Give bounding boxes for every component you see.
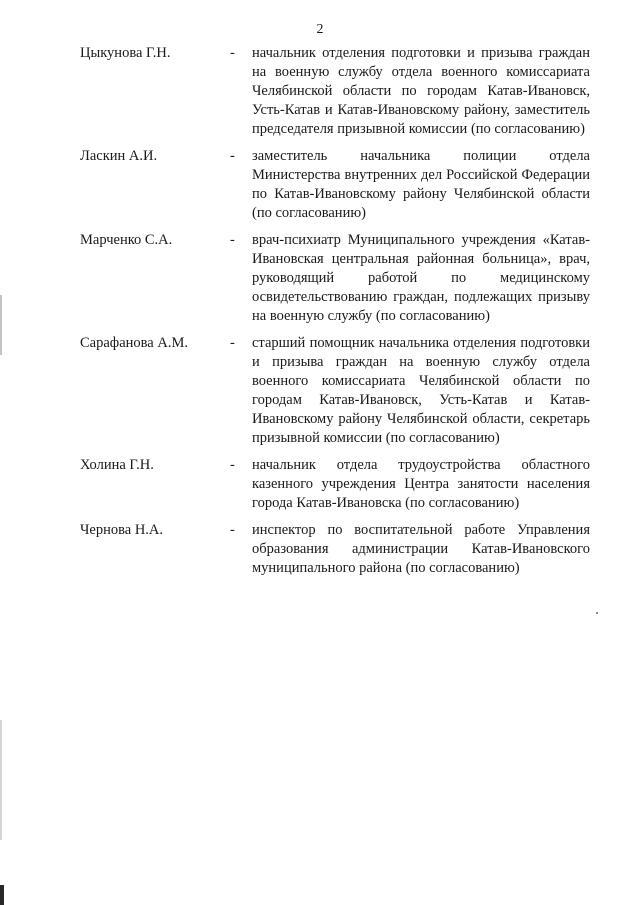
member-position: врач-психиатр Муниципального учреждения «Катав-Ивановская центральная районная больница», врач, руководящий работой по медицинскому освидетельствованию граждан, подлежащих призыву на военную службу (по согласованию) [252, 232, 590, 324]
member-dash: - [230, 148, 235, 164]
member-name: Сарафанова А.М. [80, 335, 188, 351]
member-name: Холина Г.Н. [80, 457, 154, 473]
commission-members-list [80, 44, 600, 586]
scan-speck [596, 612, 598, 614]
member-position: старший помощник начальника отделения подготовки и призыва граждан на военную службу отдела военного комиссариата Челябинской области по городам Катав-Ивановск, Усть-Катав и Катав-Ивановскому району Челябинской области, секретарь призывной комиссии (по согласованию) [252, 335, 590, 446]
member-name: Цыкунова Г.Н. [80, 45, 171, 61]
list-item [80, 147, 600, 223]
member-dash: - [230, 335, 235, 351]
member-name: Ласкин А.И. [80, 148, 158, 164]
scan-edge-mark [0, 720, 2, 840]
list-item [80, 231, 600, 326]
member-position: начальник отделения подготовки и призыва граждан на военную службу отдела военного комиссариата Челябинской области по городам Катав-Ивановск, Усть-Катав и Катав-Ивановскому району, заместитель председателя призывной комиссии (по согласованию) [252, 45, 590, 137]
member-dash: - [230, 45, 235, 61]
member-dash: - [230, 522, 235, 538]
page-number: 2 [316, 22, 324, 37]
member-dash: - [230, 457, 235, 473]
scan-edge-mark [0, 885, 4, 905]
list-item [80, 456, 600, 513]
member-position: заместитель начальника полиции отдела Министерства внутренних дел Российской Федерации по Катав-Ивановскому району Челябинской области (по согласованию) [252, 148, 590, 221]
member-position: начальник отдела трудоустройства областного казенного учреждения Центра занятости населения города Катав-Ивановска (по согласованию) [252, 457, 590, 511]
member-position: инспектор по воспитательной работе Управления образования администрации Катав-Ивановского муниципального района (по согласованию) [252, 522, 590, 576]
member-dash: - [230, 232, 235, 248]
member-name: Марченко С.А. [80, 232, 173, 248]
list-item [80, 334, 600, 448]
list-item [80, 44, 600, 139]
scan-edge-mark [0, 295, 2, 355]
member-name: Чернова Н.А. [80, 522, 164, 538]
list-item [80, 521, 600, 578]
